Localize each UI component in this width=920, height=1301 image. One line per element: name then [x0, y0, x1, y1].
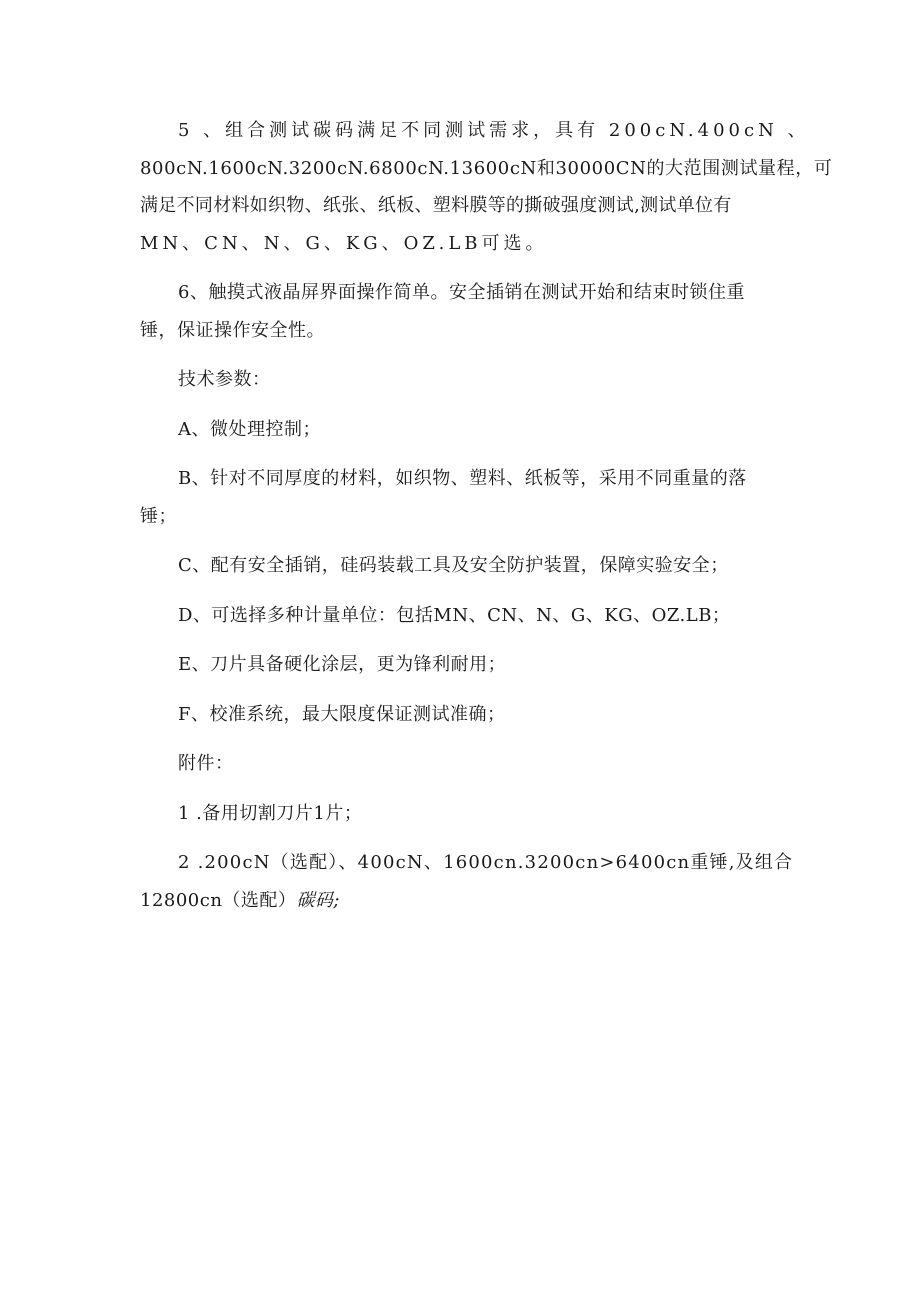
tech-param-b — [140, 460, 790, 535]
tech-param-b-line-1: B、针对不同厚度的材料，如织物、塑料、纸板等，采用不同重量的落 — [178, 468, 747, 489]
tech-param-a — [140, 411, 790, 449]
tech-params-heading-text: 技术参数： — [178, 369, 271, 390]
accessories-heading-text: 附件： — [178, 753, 234, 774]
tech-param-f-text: F、校准系统，最大限度保证测试准确； — [178, 703, 506, 725]
tech-param-c-text: C、配有安全插销，硅码装载工具及安全防护装置，保障实验安全； — [178, 555, 729, 576]
accessory-2-line-1: 2 .200cN（选配）、400cN、1600cn.3200cn>6400cn重锤,及组合 — [178, 852, 794, 873]
accessory-2-line-2-italic-text: 碳码; — [296, 889, 341, 911]
feature-paragraph-6 — [140, 274, 790, 349]
feature-5-line-1: 5 、组合测试碳码满足不同测试需求，具有 200cN.400cN 、 — [178, 120, 810, 141]
tech-param-b-line-2: 锤； — [140, 505, 177, 527]
tech-param-d — [140, 597, 790, 635]
feature-paragraph-5 — [140, 112, 833, 262]
accessory-1 — [140, 795, 790, 833]
tech-params-heading — [140, 361, 790, 399]
feature-6-line-1: 6、触摸式液晶屏界面操作简单。安全插销在测试开始和结束时锁住重 — [178, 282, 745, 303]
tech-param-e — [140, 646, 790, 684]
tech-param-c — [140, 547, 790, 585]
document-page — [140, 112, 833, 931]
tech-param-a-text: A、微处理控制； — [178, 418, 321, 440]
tech-param-f — [140, 696, 790, 734]
accessory-2-line-2-text: 12800cn（选配） — [140, 889, 297, 911]
accessory-1-text: 1 .备用切割刀片1片； — [178, 802, 363, 824]
tech-param-e-text: E、刀片具备硬化涂层，更为锋利耐用； — [178, 654, 507, 675]
feature-5-line-3: 满足不同材料如织物、纸张、纸板、塑料膜等的撕破强度测试,测试单位有 — [140, 195, 732, 216]
accessories-heading — [140, 745, 790, 783]
feature-5-line-4: MN、CN、N、G、KG、OZ.LB可选。 — [140, 232, 548, 254]
tech-param-d-text: D、可选择多种计量单位：包括MN、CN、N、G、KG、OZ.LB； — [178, 604, 731, 626]
accessory-2 — [140, 844, 794, 919]
accessory-2-line-2 — [140, 882, 790, 920]
feature-5-line-2: 800cN.1600cN.3200cN.6800cN.13600cN和30000CN的大范围测试量程，可 — [140, 157, 833, 179]
feature-6-line-2: 锤，保证操作安全性。 — [140, 319, 325, 341]
